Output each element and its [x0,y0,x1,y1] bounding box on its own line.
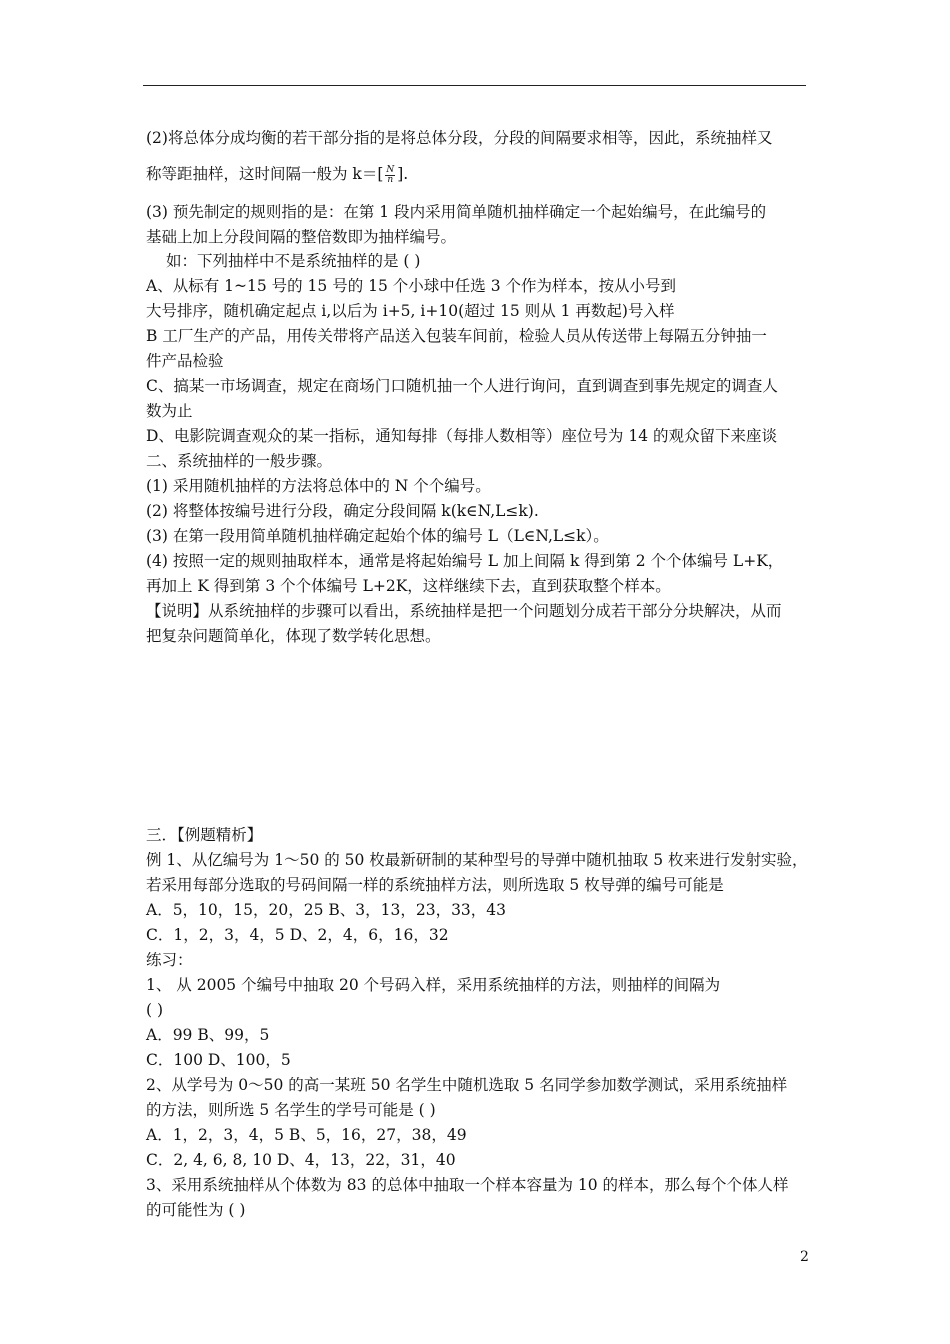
text-line: 的可能性为 ( ) [146,1201,246,1219]
text-line: C．2, 4, 6, 8, 10 D、4，13，22，31，40 [146,1151,456,1169]
text-line: 把复杂问题简单化，体现了数学转化思想。 [146,627,441,645]
text-line: (3) 在第一段用简单随机抽样确定起始个体的编号 L（L∈N,L≤k）。 [146,527,609,545]
header-rule [143,85,806,86]
text-line: 练习： [146,951,193,969]
text-line: (4) 按照一定的规则抽取样本，通常是将起始编号 L 加上间隔 k 得到第 2 个个体编号 L+K， [146,552,784,570]
fraction-denominator: n [387,174,394,185]
text-line: (3) 预先制定的规则指的是：在第 1 段内采用简单随机抽样确定一个起始编号，在此编号的 [146,203,767,221]
text-line: 的方法，则所选 5 名学生的学号可能是 ( ) [146,1101,436,1119]
fraction-numerator: N [386,164,395,175]
text-line: 若采用每部分选取的号码间隔一样的系统抽样方法，则所选取 5 枚导弹的编号可能是 [146,876,724,894]
text-line: 2、从学号为 0～50 的高一某班 50 名学生中随机选取 5 名同学参加数学测试，采用系统抽样 [146,1076,788,1094]
text-line: C．1，2，3，4，5 D、2，4，6，16，32 [146,926,449,944]
fraction [385,166,395,185]
text-segment: ]. [397,165,409,183]
text-line: 3、采用系统抽样从个体数为 83 的总体中抽取一个样本容量为 10 的样本，那么每个个体人样 [146,1176,789,1194]
text-line: 如：下列抽样中不是系统抽样的是 ( ) [166,252,421,270]
text-line: 数为止 [146,402,193,420]
text-line: 大号排序，随机确定起点 i,以后为 i+5, i+10(超过 15 则从 1 再数起)号入样 [146,302,675,320]
text-line: 【说明】从系统抽样的步骤可以看出，系统抽样是把一个问题划分成若干部分分块解决，从而 [146,602,782,620]
text-line: 件产品检验 [146,352,224,370]
text-line: 1、 从 2005 个编号中抽取 20 个号码入样，采用系统抽样的方法，则抽样的间隔为 [146,976,721,994]
text-line: B 工厂生产的产品，用传关带将产品送入包装车间前，检验人员从传送带上每隔五分钟抽一 [146,327,767,345]
text-line: D、电影院调查观众的某一指标，通知每排（每排人数相等）座位号为 14 的观众留下来座谈 [146,427,778,445]
text-line: (1) 采用随机抽样的方法将总体中的 N 个个编号。 [146,477,491,495]
text-line: ( ) [146,1001,164,1019]
text-line: C、搞某一市场调查，规定在商场门口随机抽一个人进行询问，直到调查到事先规定的调查人 [146,377,778,395]
section-heading: 二、系统抽样的一般步骤。 [146,452,333,470]
text-line: (2)将总体分成均衡的若干部分指的是将总体分段，分段的间隔要求相等，因此，系统抽样又 [146,129,773,147]
text-line: 基础上加上分段间隔的整倍数即为抽样编号。 [146,228,457,246]
text-line: A、从标有 1~15 号的 15 号的 15 个小球中任选 3 个作为样本，按从小号到 [146,277,676,295]
text-line: A．99 B、99，5 [146,1026,270,1044]
section-heading: 三．【例题精析】 [146,826,263,844]
text-line: A．5，10，15，20，25 B、3，13，23，33，43 [146,901,507,919]
text-line [146,164,408,185]
text-line: A．1，2，3，4，5 B、5，16，27，38，49 [146,1126,467,1144]
text-line: C．100 D、100，5 [146,1051,291,1069]
text-line: 例 1、从亿编号为 1～50 的 50 枚最新研制的某种型号的导弹中随机抽取 5 枚来进行发射实验， [146,851,808,869]
page-number: 2 [800,1249,809,1265]
text-line: (2) 将整体按编号进行分段，确定分段间隔 k(k∈N,L≤k). [146,502,539,520]
text-line: 再加上 K 得到第 3 个个体编号 L+2K，这样继续下去，直到获取整个样本。 [146,577,671,595]
text-segment: 称等距抽样，这时间隔一般为 k＝[ [146,165,384,183]
